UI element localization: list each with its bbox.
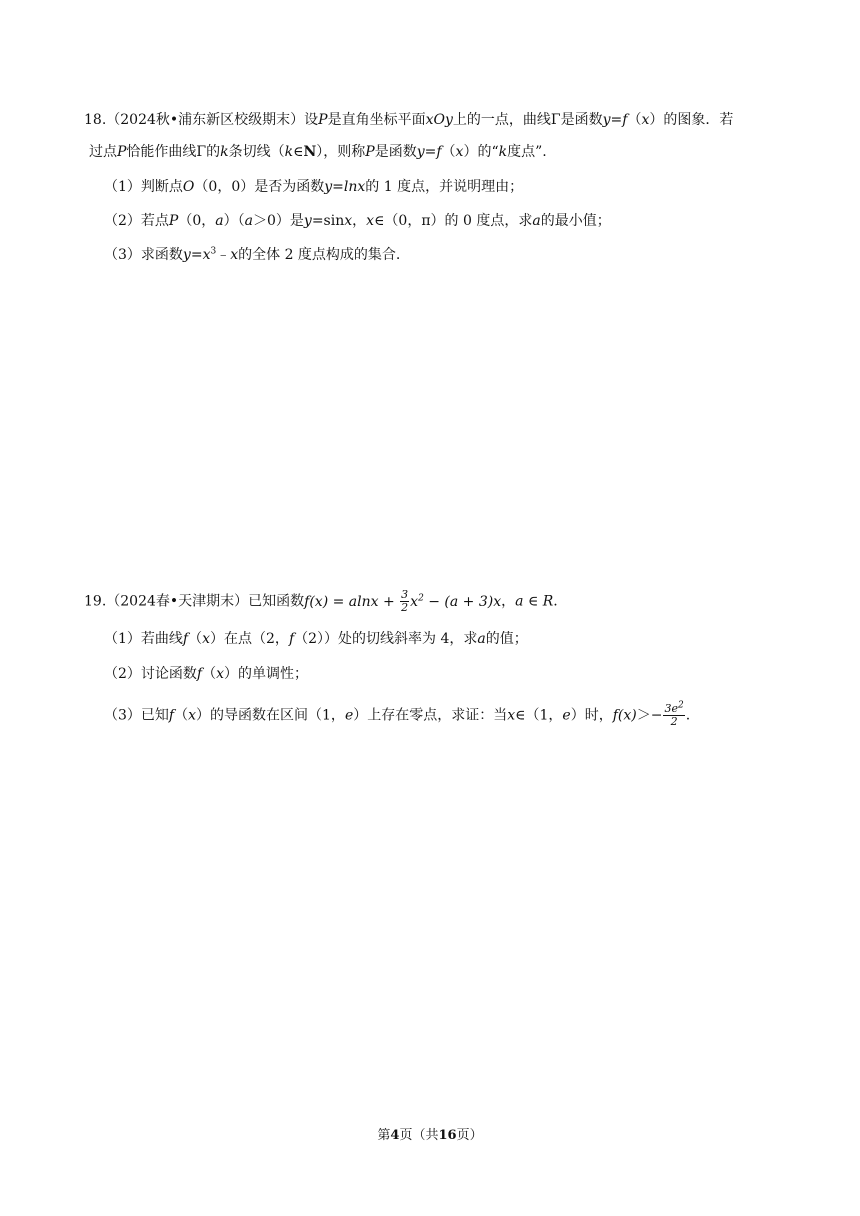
q18-var-a: a bbox=[215, 213, 224, 229]
footer-text: 页） bbox=[456, 1128, 483, 1143]
q18-text: （3）求函数 bbox=[104, 247, 183, 263]
q19-part3 bbox=[104, 700, 691, 728]
q18-text: 设 bbox=[304, 112, 319, 128]
q18-text: ∈（0，π）的 0 度点，求 bbox=[374, 213, 533, 229]
q18-var-x: x bbox=[641, 112, 650, 128]
q19-text: （2）讨论函数 bbox=[104, 666, 197, 682]
q19-part1 bbox=[104, 629, 528, 649]
q19-frac-num-exp: 2 bbox=[677, 700, 684, 711]
q19-line1 bbox=[84, 589, 558, 614]
q19-text: （3）已知 bbox=[104, 707, 169, 724]
q19-text: ）时， bbox=[570, 707, 613, 724]
q18-exponent: 3 bbox=[210, 246, 217, 257]
q18-text: ＞0）是 bbox=[252, 213, 304, 229]
q19-text: （2））处的切线斜率为 4，求 bbox=[294, 631, 478, 647]
q18-text: （ bbox=[627, 112, 642, 128]
q19-text: 的值； bbox=[485, 631, 528, 647]
q18-var-P: P bbox=[168, 213, 179, 229]
q18-text: 度点”. bbox=[507, 144, 547, 160]
q18-text: = bbox=[190, 247, 203, 263]
q18-text: （ bbox=[441, 144, 456, 160]
q19-text: ）的导函数在区间（1， bbox=[196, 707, 345, 724]
q18-line1 bbox=[84, 110, 733, 130]
q19-var-e: e bbox=[344, 707, 354, 724]
q19-text: ）上存在零点，求证：当 bbox=[353, 707, 508, 724]
q18-text: = bbox=[332, 179, 344, 195]
q19-formula-fx: f(x) bbox=[612, 707, 637, 724]
q19-formula bbox=[304, 588, 502, 614]
q18-text: 条切线（ bbox=[228, 144, 285, 160]
q19-var-x: x bbox=[202, 631, 211, 647]
q19-var-f: f bbox=[168, 707, 175, 724]
q19-source: （2024春•天津期末） bbox=[106, 593, 249, 610]
q19-part2 bbox=[104, 664, 308, 684]
q19-var-f: f bbox=[196, 666, 203, 682]
q18-text: ）的图象．若 bbox=[649, 112, 734, 128]
q18-var-x: x bbox=[230, 247, 239, 263]
q18-text: ）的“ bbox=[463, 144, 499, 160]
q18-text: 的 1 度点，并说明理由； bbox=[365, 179, 524, 195]
q18-text: =sin bbox=[311, 213, 345, 229]
q19-text: ， bbox=[501, 593, 516, 610]
q19-formula-rest: − (a + 3)x bbox=[423, 593, 502, 610]
q18-var-P: P bbox=[318, 112, 328, 128]
q19-formula-x: x bbox=[410, 593, 419, 610]
q18-set-N: N bbox=[303, 144, 317, 160]
q19-text: （1）若曲线 bbox=[104, 631, 183, 647]
q18-var-x: x bbox=[202, 247, 211, 263]
q18-source: （2024秋•浦东新区校级期末） bbox=[106, 112, 305, 128]
q19-text: . bbox=[553, 593, 558, 610]
q18-number: 18. bbox=[84, 112, 107, 128]
q19-var-x: x bbox=[216, 666, 225, 682]
q18-var-f: f bbox=[436, 144, 442, 160]
q18-text: （0，0）是否为函数 bbox=[194, 179, 325, 195]
q18-var-P: P bbox=[117, 144, 127, 160]
q19-text: ∈（1， bbox=[515, 707, 563, 724]
q19-frac-num: 3 bbox=[401, 588, 409, 601]
q18-var-y: y bbox=[602, 112, 611, 128]
q19-a-in-R: a ∈ R bbox=[515, 593, 554, 610]
footer-total-pages: 16 bbox=[438, 1128, 457, 1143]
q19-var-x: x bbox=[188, 707, 197, 724]
q18-text: （2）若点 bbox=[104, 213, 169, 229]
q18-text: （0， bbox=[178, 213, 216, 229]
q18-text: = bbox=[610, 112, 623, 128]
q18-var-P: P bbox=[365, 144, 375, 160]
q18-text: 的最小值； bbox=[540, 213, 611, 229]
q19-frac-num-text: 3e bbox=[664, 702, 678, 715]
footer-page-number: 4 bbox=[390, 1128, 400, 1143]
q18-text: 上的一点，曲线Γ是函数 bbox=[452, 112, 603, 128]
q18-text: 是函数 bbox=[374, 144, 417, 160]
q19-var-x: x bbox=[507, 707, 516, 724]
q18-var-y: y bbox=[324, 179, 333, 195]
q19-fraction-3e2-over-2 bbox=[663, 700, 684, 728]
q19-text: . bbox=[685, 707, 691, 724]
q18-text: 是直角坐标平面 bbox=[327, 112, 426, 128]
q18-var-k: k bbox=[284, 144, 294, 160]
q18-var-a: a bbox=[532, 213, 541, 229]
q19-formula-lhs: f(x) = alnx + bbox=[304, 593, 400, 610]
q18-var-a: a bbox=[244, 213, 253, 229]
q18-text: ， bbox=[352, 213, 367, 229]
footer-text: 第 bbox=[377, 1128, 391, 1143]
q18-text: 恰能作曲线Γ的 bbox=[126, 144, 221, 160]
q18-text: ），则称 bbox=[316, 144, 366, 160]
q18-var-y: y bbox=[416, 144, 425, 160]
q19-text: ）在点（2， bbox=[210, 631, 289, 647]
q18-text: ）（ bbox=[223, 213, 245, 229]
q18-line2 bbox=[89, 142, 547, 162]
q19-text: 已知函数 bbox=[248, 593, 305, 610]
q18-var-O: O bbox=[182, 179, 195, 195]
q19-text: （ bbox=[202, 666, 217, 682]
q19-frac-den: 2 bbox=[401, 601, 409, 614]
q19-var-a: a bbox=[477, 631, 486, 647]
q18-var-x: x bbox=[366, 213, 375, 229]
q19-text: ＞− bbox=[636, 707, 663, 724]
q18-var-y: y bbox=[303, 213, 312, 229]
q18-text: 过点 bbox=[89, 144, 117, 160]
q19-text: ）的单调性； bbox=[224, 666, 309, 682]
page-footer bbox=[0, 1127, 860, 1145]
q18-part3 bbox=[104, 245, 400, 265]
footer-text: 页（共 bbox=[399, 1128, 439, 1143]
q18-var-x: x bbox=[344, 213, 353, 229]
q18-var-k: k bbox=[220, 144, 229, 160]
q19-formula-exp: 2 bbox=[418, 592, 424, 603]
q18-text: （1）判断点 bbox=[104, 179, 183, 195]
q19-var-f: f bbox=[288, 631, 295, 647]
q18-text: ∈ bbox=[293, 144, 304, 160]
q18-var-k: k bbox=[498, 144, 508, 160]
q18-var-lnx: lnx bbox=[343, 179, 366, 195]
q18-var-xOy: xOy bbox=[425, 112, 453, 128]
q18-text: ﹣ bbox=[216, 247, 231, 263]
q19-fraction bbox=[400, 589, 409, 614]
q19-text: （ bbox=[174, 707, 189, 724]
q18-var-y: y bbox=[182, 247, 191, 263]
q18-var-x: x bbox=[455, 144, 464, 160]
q19-var-f: f bbox=[182, 631, 189, 647]
q18-part1 bbox=[104, 177, 523, 197]
q18-var-f: f bbox=[622, 112, 628, 128]
q19-frac-den: 2 bbox=[670, 715, 678, 728]
q19-number: 19. bbox=[84, 593, 107, 610]
q18-text: = bbox=[424, 144, 437, 160]
q18-text: 的全体 2 度点构成的集合. bbox=[238, 247, 401, 263]
q19-var-e: e bbox=[562, 707, 571, 724]
q19-text: （ bbox=[188, 631, 203, 647]
q18-part2 bbox=[104, 211, 611, 231]
